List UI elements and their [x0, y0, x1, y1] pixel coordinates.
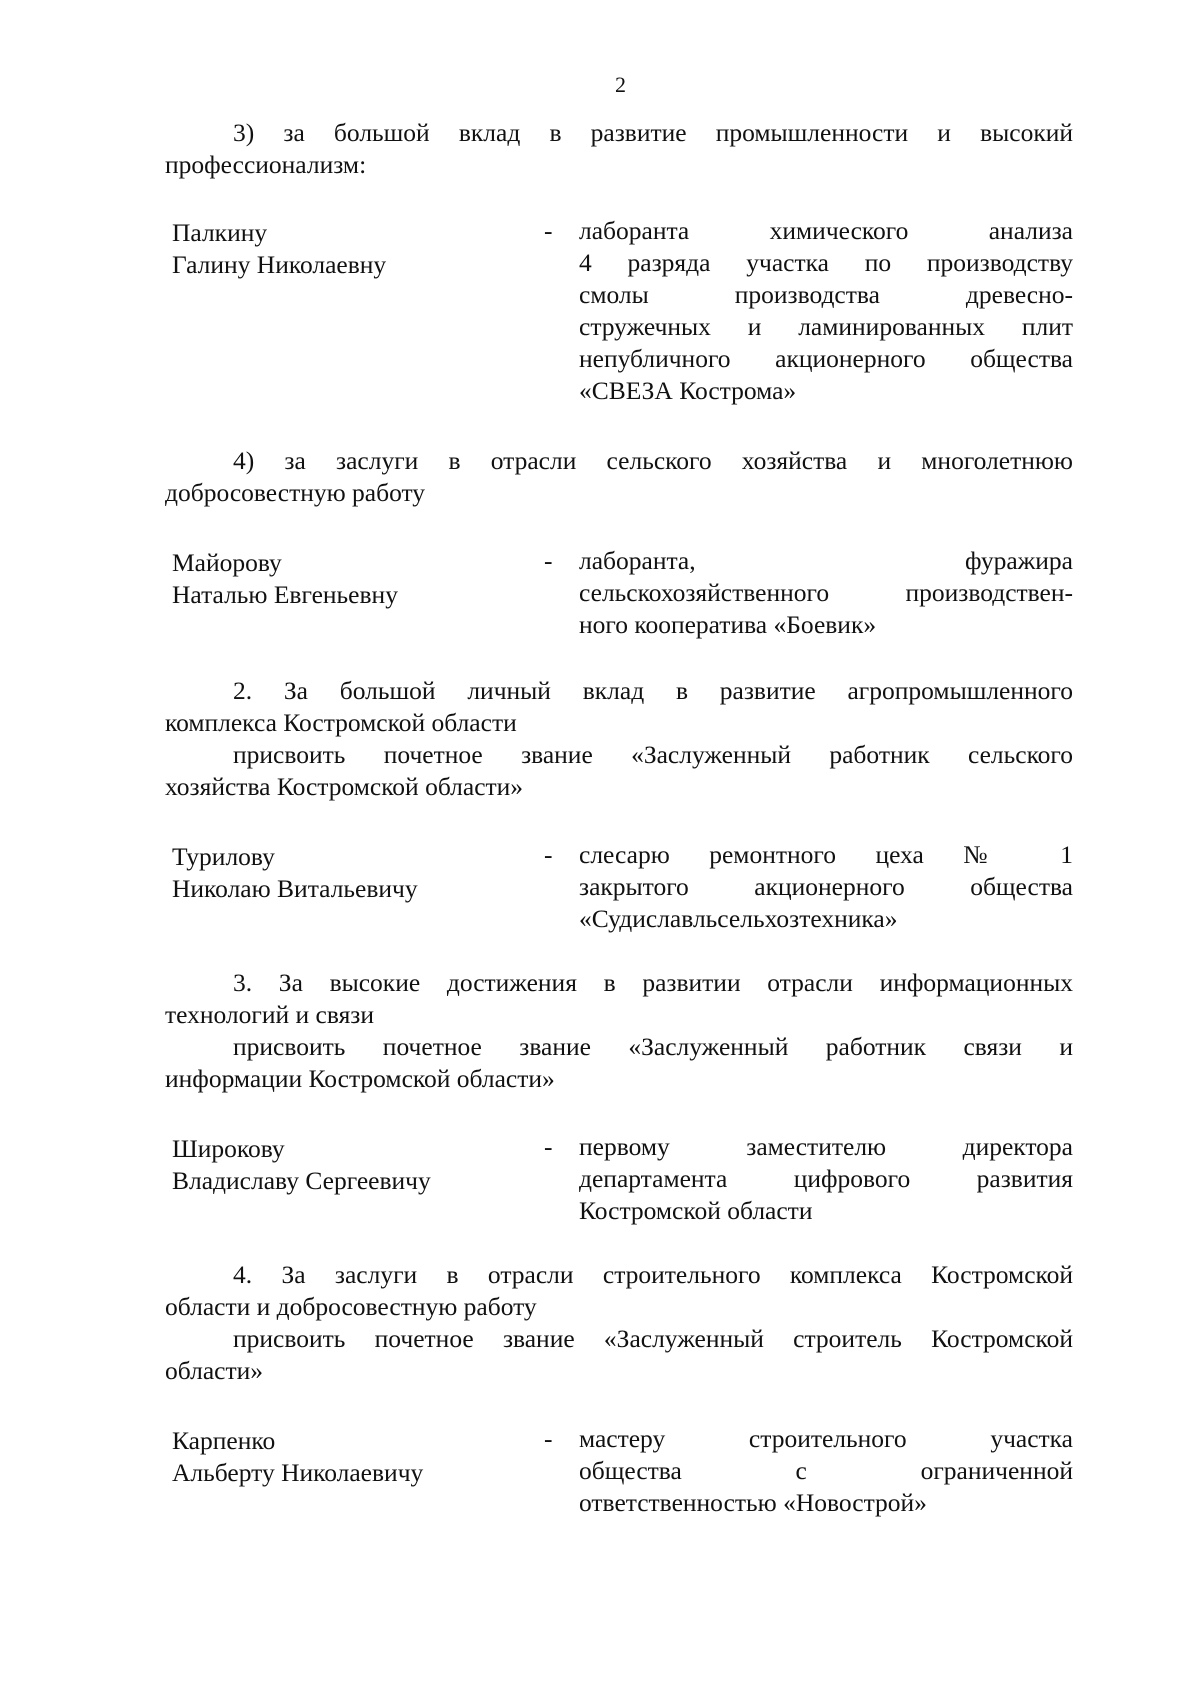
recipient-position-line: смолы производства древесно- — [579, 280, 1073, 309]
recipient-dash: - — [544, 216, 553, 245]
recipient-position-line: первому заместителю директора — [579, 1132, 1073, 1161]
recipient-dash: - — [544, 840, 553, 869]
section-heading-line: технологий и связи — [165, 1000, 375, 1029]
recipient-position-line: «СВЕЗА Кострома» — [579, 376, 797, 405]
section-heading-line: профессионализм: — [165, 150, 367, 179]
award-line: информации Костромской области» — [165, 1064, 555, 1093]
section-heading-line: комплекса Костромской области — [165, 708, 517, 737]
recipient-dash: - — [544, 546, 553, 575]
recipient-position-line: «Судиславльсельхозтехника» — [579, 904, 898, 933]
recipient-position-line: слесарю ремонтного цеха № 1 — [579, 840, 1073, 869]
recipient-dash: - — [544, 1424, 553, 1453]
recipient-name-line: Наталью Евгеньевну — [172, 580, 398, 609]
recipient-name-line: Майорову — [172, 548, 282, 577]
section-heading-line: 4. За заслуги в отрасли строительного комплекса Костромской — [233, 1260, 1073, 1289]
recipient-position-line: сельскохозяйственного производствен- — [579, 578, 1073, 607]
recipient-position-line: Костромской области — [579, 1196, 813, 1225]
recipient-position-line: 4 разряда участка по производству — [579, 248, 1073, 277]
recipient-position-line: лаборанта, фуражира — [579, 546, 1073, 575]
section-heading-line: 4) за заслуги в отрасли сельского хозяйства и многолетнюю — [233, 446, 1073, 475]
award-line: присвоить почетное звание «Заслуженный работник сельского — [233, 740, 1073, 769]
section-heading-line: добросовестную работу — [165, 478, 426, 507]
award-line: присвоить почетное звание «Заслуженный строитель Костромской — [233, 1324, 1073, 1353]
recipient-name-line: Альберту Николаевичу — [172, 1458, 424, 1487]
recipient-name-line: Галину Николаевну — [172, 250, 387, 279]
recipient-dash: - — [544, 1132, 553, 1161]
recipient-name-line: Палкину — [172, 218, 268, 247]
recipient-name-line: Широкову — [172, 1134, 285, 1163]
award-line: присвоить почетное звание «Заслуженный работник связи и — [233, 1032, 1073, 1061]
award-line: области» — [165, 1356, 263, 1385]
recipient-position-line: ответственностью «Новострой» — [579, 1488, 927, 1517]
recipient-position-line: общества с ограниченной — [579, 1456, 1073, 1485]
recipient-position-line: лаборанта химического анализа — [579, 216, 1073, 245]
award-line: хозяйства Костромской области» — [165, 772, 524, 801]
recipient-name-line: Турилову — [172, 842, 275, 871]
section-heading-line: 3. За высокие достижения в развитии отрасли информационных — [233, 968, 1073, 997]
recipient-position-line: ного кооператива «Боевик» — [579, 610, 877, 639]
recipient-position-line: мастеру строительного участка — [579, 1424, 1073, 1453]
recipient-position-line: закрытого акционерного общества — [579, 872, 1073, 901]
recipient-name-line: Николаю Витальевичу — [172, 874, 418, 903]
recipient-position-line: департамента цифрового развития — [579, 1164, 1073, 1193]
page-number: 2 — [615, 72, 626, 97]
section-heading-line: области и добросовестную работу — [165, 1292, 537, 1321]
section-heading-line: 3) за большой вклад в развитие промышленности и высокий — [233, 118, 1073, 147]
recipient-position-line: стружечных и ламинированных плит — [579, 312, 1073, 341]
section-heading-line: 2. За большой личный вклад в развитие агропромышленного — [233, 676, 1073, 705]
recipient-name-line: Владиславу Сергеевичу — [172, 1166, 431, 1195]
recipient-position-line: непубличного акционерного общества — [579, 344, 1073, 373]
recipient-name-line: Карпенко — [172, 1426, 276, 1455]
